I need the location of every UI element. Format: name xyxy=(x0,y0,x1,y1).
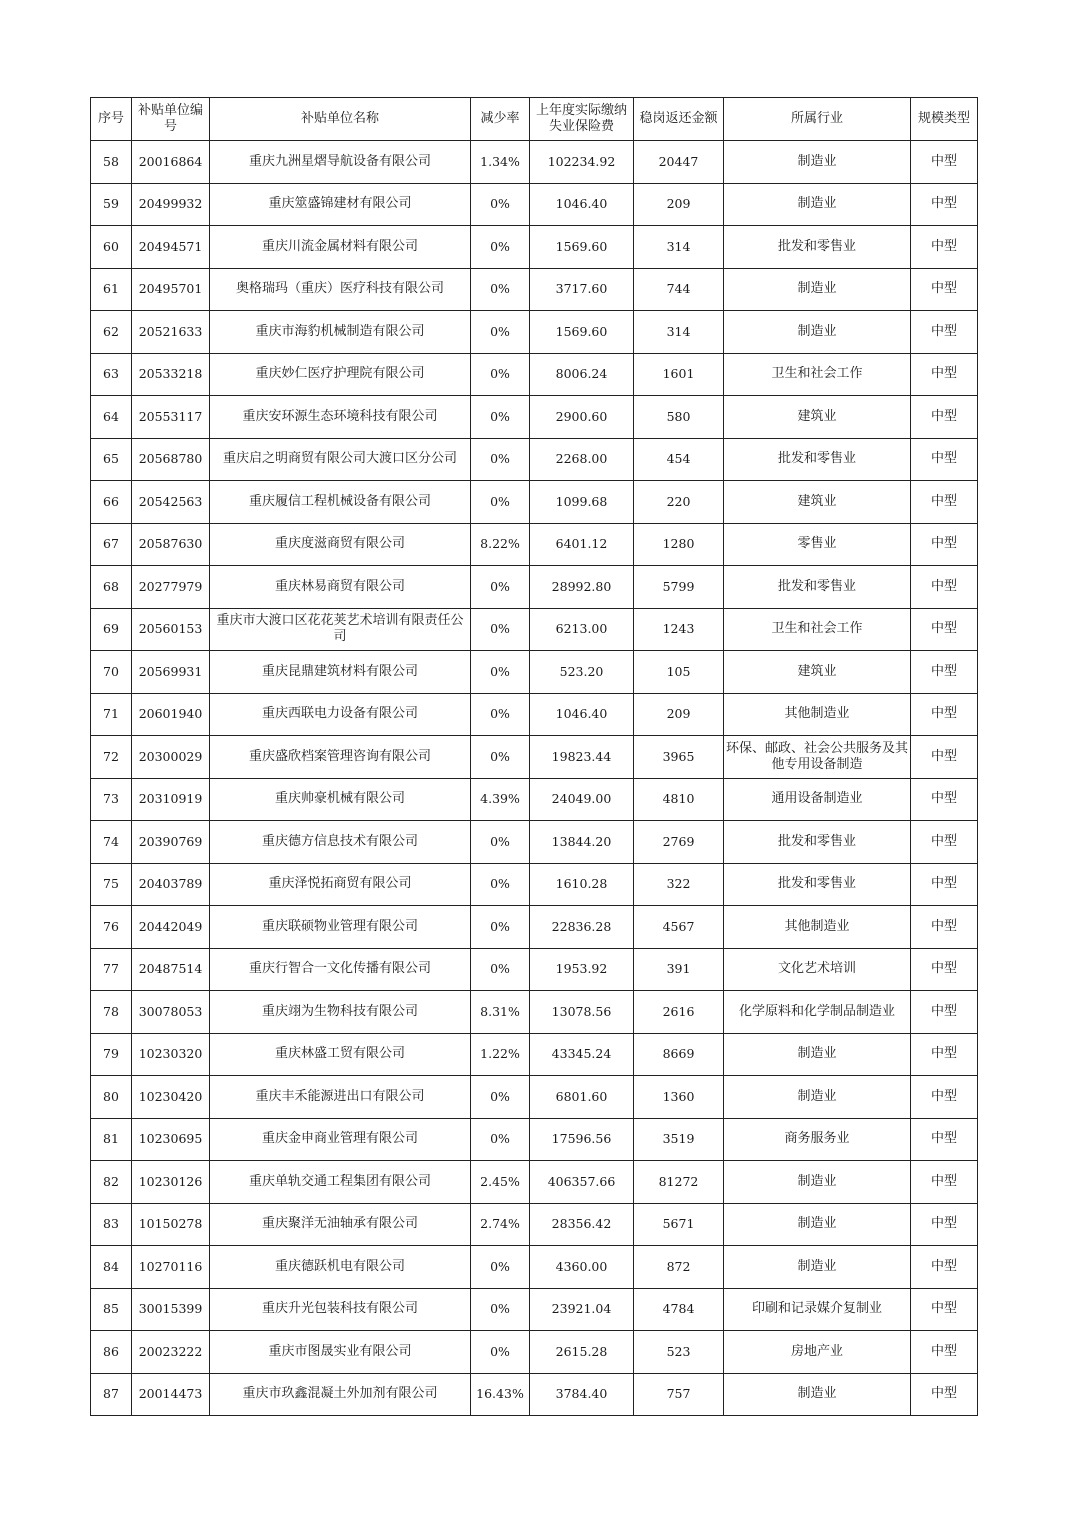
cell-seq: 72 xyxy=(91,736,132,779)
table-row xyxy=(91,396,978,439)
header-name: 补贴单位名称 xyxy=(210,98,471,141)
cell-refund: 220 xyxy=(634,481,724,524)
cell-fee: 406357.66 xyxy=(530,1161,634,1204)
cell-scale: 中型 xyxy=(911,1373,978,1416)
cell-refund: 1601 xyxy=(634,353,724,396)
cell-refund: 580 xyxy=(634,396,724,439)
cell-scale: 中型 xyxy=(911,268,978,311)
cell-rate: 1.34% xyxy=(471,141,530,184)
header-scale: 规模类型 xyxy=(911,98,978,141)
cell-seq: 63 xyxy=(91,353,132,396)
table-row xyxy=(91,1118,978,1161)
table-row xyxy=(91,651,978,694)
cell-industry: 制造业 xyxy=(724,1373,911,1416)
cell-name: 重庆德方信息技术有限公司 xyxy=(210,821,471,864)
cell-seq: 58 xyxy=(91,141,132,184)
cell-scale: 中型 xyxy=(911,226,978,269)
cell-industry: 制造业 xyxy=(724,1076,911,1119)
cell-fee: 28356.42 xyxy=(530,1203,634,1246)
cell-rate: 0% xyxy=(471,608,530,651)
cell-fee: 23921.04 xyxy=(530,1288,634,1331)
cell-name: 重庆市大渡口区花花荚艺术培训有限责任公司 xyxy=(210,608,471,651)
table-row xyxy=(91,523,978,566)
subsidy-table xyxy=(90,97,978,1416)
table-row xyxy=(91,608,978,651)
cell-seq: 77 xyxy=(91,948,132,991)
cell-code: 20277979 xyxy=(132,566,210,609)
cell-seq: 84 xyxy=(91,1246,132,1289)
cell-name: 重庆林易商贸有限公司 xyxy=(210,566,471,609)
cell-seq: 69 xyxy=(91,608,132,651)
cell-industry: 房地产业 xyxy=(724,1331,911,1374)
cell-name: 重庆盛欣档案管理咨询有限公司 xyxy=(210,736,471,779)
cell-name: 重庆帅豪机械有限公司 xyxy=(210,778,471,821)
cell-fee: 1569.60 xyxy=(530,226,634,269)
cell-scale: 中型 xyxy=(911,1203,978,1246)
cell-name: 重庆九洲星熠导航设备有限公司 xyxy=(210,141,471,184)
cell-code: 10230420 xyxy=(132,1076,210,1119)
cell-industry: 制造业 xyxy=(724,1246,911,1289)
cell-scale: 中型 xyxy=(911,1076,978,1119)
cell-rate: 0% xyxy=(471,566,530,609)
cell-fee: 6401.12 xyxy=(530,523,634,566)
cell-rate: 0% xyxy=(471,268,530,311)
cell-scale: 中型 xyxy=(911,1161,978,1204)
cell-seq: 73 xyxy=(91,778,132,821)
cell-scale: 中型 xyxy=(911,1246,978,1289)
cell-code: 20568780 xyxy=(132,438,210,481)
cell-industry: 建筑业 xyxy=(724,396,911,439)
cell-name: 奥格瑞玛（重庆）医疗科技有限公司 xyxy=(210,268,471,311)
cell-scale: 中型 xyxy=(911,736,978,779)
cell-code: 20494571 xyxy=(132,226,210,269)
table-row xyxy=(91,438,978,481)
table-row xyxy=(91,481,978,524)
cell-scale: 中型 xyxy=(911,523,978,566)
cell-seq: 78 xyxy=(91,991,132,1034)
table-row xyxy=(91,863,978,906)
cell-name: 重庆市海豹机械制造有限公司 xyxy=(210,311,471,354)
cell-rate: 0% xyxy=(471,736,530,779)
cell-fee: 1099.68 xyxy=(530,481,634,524)
cell-code: 20023222 xyxy=(132,1331,210,1374)
cell-rate: 2.45% xyxy=(471,1161,530,1204)
cell-code: 20014473 xyxy=(132,1373,210,1416)
cell-seq: 70 xyxy=(91,651,132,694)
cell-rate: 0% xyxy=(471,1118,530,1161)
cell-industry: 制造业 xyxy=(724,141,911,184)
cell-name: 重庆市玖鑫混凝土外加剂有限公司 xyxy=(210,1373,471,1416)
cell-industry: 商务服务业 xyxy=(724,1118,911,1161)
cell-fee: 2268.00 xyxy=(530,438,634,481)
cell-industry: 卫生和社会工作 xyxy=(724,353,911,396)
cell-refund: 81272 xyxy=(634,1161,724,1204)
cell-seq: 68 xyxy=(91,566,132,609)
cell-scale: 中型 xyxy=(911,1033,978,1076)
cell-scale: 中型 xyxy=(911,1331,978,1374)
cell-refund: 1243 xyxy=(634,608,724,651)
cell-refund: 757 xyxy=(634,1373,724,1416)
cell-fee: 13844.20 xyxy=(530,821,634,864)
table-row xyxy=(91,991,978,1034)
cell-industry: 批发和零售业 xyxy=(724,438,911,481)
cell-refund: 454 xyxy=(634,438,724,481)
cell-scale: 中型 xyxy=(911,608,978,651)
table-row xyxy=(91,1373,978,1416)
cell-seq: 61 xyxy=(91,268,132,311)
cell-rate: 0% xyxy=(471,863,530,906)
cell-industry: 批发和零售业 xyxy=(724,566,911,609)
cell-industry: 制造业 xyxy=(724,1161,911,1204)
cell-fee: 1569.60 xyxy=(530,311,634,354)
cell-fee: 523.20 xyxy=(530,651,634,694)
cell-rate: 8.31% xyxy=(471,991,530,1034)
cell-code: 10270116 xyxy=(132,1246,210,1289)
cell-rate: 0% xyxy=(471,948,530,991)
table-row xyxy=(91,226,978,269)
cell-fee: 2900.60 xyxy=(530,396,634,439)
cell-fee: 6801.60 xyxy=(530,1076,634,1119)
cell-refund: 1280 xyxy=(634,523,724,566)
cell-seq: 76 xyxy=(91,906,132,949)
cell-industry: 化学原料和化学制品制造业 xyxy=(724,991,911,1034)
cell-seq: 85 xyxy=(91,1288,132,1331)
cell-fee: 17596.56 xyxy=(530,1118,634,1161)
cell-industry: 制造业 xyxy=(724,1203,911,1246)
cell-name: 重庆妙仁医疗护理院有限公司 xyxy=(210,353,471,396)
table-row xyxy=(91,948,978,991)
cell-refund: 523 xyxy=(634,1331,724,1374)
cell-scale: 中型 xyxy=(911,1288,978,1331)
cell-scale: 中型 xyxy=(911,948,978,991)
cell-name: 重庆联硕物业管理有限公司 xyxy=(210,906,471,949)
cell-scale: 中型 xyxy=(911,566,978,609)
cell-fee: 1953.92 xyxy=(530,948,634,991)
cell-scale: 中型 xyxy=(911,991,978,1034)
cell-scale: 中型 xyxy=(911,396,978,439)
cell-rate: 4.39% xyxy=(471,778,530,821)
table-row xyxy=(91,1203,978,1246)
cell-scale: 中型 xyxy=(911,906,978,949)
cell-scale: 中型 xyxy=(911,778,978,821)
cell-refund: 209 xyxy=(634,693,724,736)
cell-refund: 209 xyxy=(634,183,724,226)
cell-fee: 13078.56 xyxy=(530,991,634,1034)
cell-industry: 制造业 xyxy=(724,311,911,354)
cell-rate: 0% xyxy=(471,1246,530,1289)
cell-code: 20553117 xyxy=(132,396,210,439)
cell-seq: 64 xyxy=(91,396,132,439)
table-row xyxy=(91,183,978,226)
cell-industry: 印刷和记录媒介复制业 xyxy=(724,1288,911,1331)
cell-rate: 0% xyxy=(471,183,530,226)
cell-name: 重庆启之明商贸有限公司大渡口区分公司 xyxy=(210,438,471,481)
cell-code: 20521633 xyxy=(132,311,210,354)
cell-scale: 中型 xyxy=(911,651,978,694)
table-row xyxy=(91,1033,978,1076)
cell-rate: 16.43% xyxy=(471,1373,530,1416)
cell-seq: 80 xyxy=(91,1076,132,1119)
cell-scale: 中型 xyxy=(911,353,978,396)
cell-seq: 60 xyxy=(91,226,132,269)
cell-seq: 81 xyxy=(91,1118,132,1161)
cell-rate: 0% xyxy=(471,226,530,269)
cell-code: 20499932 xyxy=(132,183,210,226)
cell-code: 20487514 xyxy=(132,948,210,991)
cell-industry: 制造业 xyxy=(724,1033,911,1076)
cell-fee: 22836.28 xyxy=(530,906,634,949)
cell-fee: 6213.00 xyxy=(530,608,634,651)
cell-industry: 环保、邮政、社会公共服务及其他专用设备制造 xyxy=(724,736,911,779)
table-row xyxy=(91,821,978,864)
table-row xyxy=(91,778,978,821)
cell-name: 重庆筮盛锦建材有限公司 xyxy=(210,183,471,226)
cell-seq: 65 xyxy=(91,438,132,481)
table-row xyxy=(91,1246,978,1289)
table-row xyxy=(91,141,978,184)
table-row xyxy=(91,1076,978,1119)
cell-refund: 8669 xyxy=(634,1033,724,1076)
cell-rate: 0% xyxy=(471,1331,530,1374)
table-row xyxy=(91,311,978,354)
cell-rate: 0% xyxy=(471,651,530,694)
cell-refund: 20447 xyxy=(634,141,724,184)
cell-scale: 中型 xyxy=(911,183,978,226)
cell-refund: 1360 xyxy=(634,1076,724,1119)
cell-name: 重庆度滋商贸有限公司 xyxy=(210,523,471,566)
cell-scale: 中型 xyxy=(911,481,978,524)
cell-refund: 391 xyxy=(634,948,724,991)
header-seq: 序号 xyxy=(91,98,132,141)
cell-refund: 2769 xyxy=(634,821,724,864)
cell-name: 重庆翊为生物科技有限公司 xyxy=(210,991,471,1034)
table-body xyxy=(91,141,978,1416)
cell-name: 重庆金申商业管理有限公司 xyxy=(210,1118,471,1161)
table-row xyxy=(91,353,978,396)
cell-seq: 67 xyxy=(91,523,132,566)
cell-name: 重庆行智合一文化传播有限公司 xyxy=(210,948,471,991)
cell-code: 20569931 xyxy=(132,651,210,694)
header-rate: 减少率 xyxy=(471,98,530,141)
cell-seq: 86 xyxy=(91,1331,132,1374)
cell-fee: 8006.24 xyxy=(530,353,634,396)
cell-rate: 0% xyxy=(471,353,530,396)
cell-seq: 87 xyxy=(91,1373,132,1416)
cell-fee: 4360.00 xyxy=(530,1246,634,1289)
cell-refund: 4784 xyxy=(634,1288,724,1331)
cell-rate: 8.22% xyxy=(471,523,530,566)
cell-refund: 4810 xyxy=(634,778,724,821)
cell-industry: 其他制造业 xyxy=(724,693,911,736)
cell-refund: 314 xyxy=(634,311,724,354)
cell-refund: 2616 xyxy=(634,991,724,1034)
cell-rate: 2.74% xyxy=(471,1203,530,1246)
cell-industry: 批发和零售业 xyxy=(724,226,911,269)
cell-fee: 2615.28 xyxy=(530,1331,634,1374)
cell-seq: 59 xyxy=(91,183,132,226)
cell-code: 20300029 xyxy=(132,736,210,779)
cell-rate: 0% xyxy=(471,906,530,949)
cell-scale: 中型 xyxy=(911,1118,978,1161)
cell-scale: 中型 xyxy=(911,141,978,184)
cell-name: 重庆川流金属材料有限公司 xyxy=(210,226,471,269)
cell-industry: 其他制造业 xyxy=(724,906,911,949)
cell-seq: 79 xyxy=(91,1033,132,1076)
cell-refund: 872 xyxy=(634,1246,724,1289)
table-row xyxy=(91,268,978,311)
cell-industry: 文化艺术培训 xyxy=(724,948,911,991)
table-row xyxy=(91,1161,978,1204)
table-row xyxy=(91,906,978,949)
cell-rate: 1.22% xyxy=(471,1033,530,1076)
cell-name: 重庆安环源生态环境科技有限公司 xyxy=(210,396,471,439)
cell-seq: 71 xyxy=(91,693,132,736)
cell-refund: 105 xyxy=(634,651,724,694)
cell-name: 重庆德跃机电有限公司 xyxy=(210,1246,471,1289)
cell-seq: 83 xyxy=(91,1203,132,1246)
cell-refund: 4567 xyxy=(634,906,724,949)
table-row xyxy=(91,566,978,609)
cell-name: 重庆聚洋无油轴承有限公司 xyxy=(210,1203,471,1246)
header-refund: 稳岗返还金额 xyxy=(634,98,724,141)
cell-code: 20533218 xyxy=(132,353,210,396)
cell-name: 重庆丰禾能源进出口有限公司 xyxy=(210,1076,471,1119)
cell-industry: 制造业 xyxy=(724,183,911,226)
cell-code: 20016864 xyxy=(132,141,210,184)
header-fee: 上年度实际缴纳失业保险费 xyxy=(530,98,634,141)
cell-rate: 0% xyxy=(471,396,530,439)
cell-industry: 零售业 xyxy=(724,523,911,566)
cell-code: 20560153 xyxy=(132,608,210,651)
cell-rate: 0% xyxy=(471,1076,530,1119)
cell-fee: 3784.40 xyxy=(530,1373,634,1416)
cell-code: 20403789 xyxy=(132,863,210,906)
cell-rate: 0% xyxy=(471,481,530,524)
cell-refund: 5799 xyxy=(634,566,724,609)
cell-fee: 1610.28 xyxy=(530,863,634,906)
cell-name: 重庆市图晟实业有限公司 xyxy=(210,1331,471,1374)
cell-code: 20442049 xyxy=(132,906,210,949)
cell-code: 20495701 xyxy=(132,268,210,311)
cell-seq: 66 xyxy=(91,481,132,524)
cell-seq: 74 xyxy=(91,821,132,864)
cell-rate: 0% xyxy=(471,821,530,864)
cell-seq: 82 xyxy=(91,1161,132,1204)
cell-code: 10230695 xyxy=(132,1118,210,1161)
cell-rate: 0% xyxy=(471,438,530,481)
cell-code: 20587630 xyxy=(132,523,210,566)
cell-scale: 中型 xyxy=(911,438,978,481)
cell-industry: 批发和零售业 xyxy=(724,863,911,906)
cell-scale: 中型 xyxy=(911,693,978,736)
cell-refund: 744 xyxy=(634,268,724,311)
header-row xyxy=(91,98,978,141)
cell-code: 30078053 xyxy=(132,991,210,1034)
cell-code: 20542563 xyxy=(132,481,210,524)
cell-rate: 0% xyxy=(471,311,530,354)
cell-fee: 3717.60 xyxy=(530,268,634,311)
cell-code: 10230126 xyxy=(132,1161,210,1204)
cell-fee: 28992.80 xyxy=(530,566,634,609)
header-industry: 所属行业 xyxy=(724,98,911,141)
cell-refund: 314 xyxy=(634,226,724,269)
cell-fee: 19823.44 xyxy=(530,736,634,779)
table-row xyxy=(91,1288,978,1331)
cell-code: 20601940 xyxy=(132,693,210,736)
cell-refund: 5671 xyxy=(634,1203,724,1246)
cell-refund: 3519 xyxy=(634,1118,724,1161)
cell-code: 10230320 xyxy=(132,1033,210,1076)
cell-name: 重庆西联电力设备有限公司 xyxy=(210,693,471,736)
cell-fee: 102234.92 xyxy=(530,141,634,184)
cell-scale: 中型 xyxy=(911,863,978,906)
table-row xyxy=(91,736,978,779)
cell-name: 重庆泽悦拓商贸有限公司 xyxy=(210,863,471,906)
cell-refund: 322 xyxy=(634,863,724,906)
cell-scale: 中型 xyxy=(911,311,978,354)
cell-rate: 0% xyxy=(471,1288,530,1331)
cell-rate: 0% xyxy=(471,693,530,736)
table-row xyxy=(91,1331,978,1374)
cell-name: 重庆升光包装科技有限公司 xyxy=(210,1288,471,1331)
cell-industry: 卫生和社会工作 xyxy=(724,608,911,651)
cell-name: 重庆履信工程机械设备有限公司 xyxy=(210,481,471,524)
cell-industry: 建筑业 xyxy=(724,651,911,694)
cell-fee: 1046.40 xyxy=(530,693,634,736)
header-code: 补贴单位编号 xyxy=(132,98,210,141)
cell-name: 重庆昆鼎建筑材料有限公司 xyxy=(210,651,471,694)
cell-seq: 75 xyxy=(91,863,132,906)
cell-seq: 62 xyxy=(91,311,132,354)
cell-fee: 43345.24 xyxy=(530,1033,634,1076)
cell-industry: 制造业 xyxy=(724,268,911,311)
cell-fee: 24049.00 xyxy=(530,778,634,821)
cell-code: 30015399 xyxy=(132,1288,210,1331)
cell-industry: 通用设备制造业 xyxy=(724,778,911,821)
cell-industry: 批发和零售业 xyxy=(724,821,911,864)
cell-refund: 3965 xyxy=(634,736,724,779)
cell-code: 10150278 xyxy=(132,1203,210,1246)
cell-fee: 1046.40 xyxy=(530,183,634,226)
cell-scale: 中型 xyxy=(911,821,978,864)
cell-code: 20390769 xyxy=(132,821,210,864)
cell-code: 20310919 xyxy=(132,778,210,821)
cell-industry: 建筑业 xyxy=(724,481,911,524)
table-row xyxy=(91,693,978,736)
cell-name: 重庆单轨交通工程集团有限公司 xyxy=(210,1161,471,1204)
cell-name: 重庆林盛工贸有限公司 xyxy=(210,1033,471,1076)
